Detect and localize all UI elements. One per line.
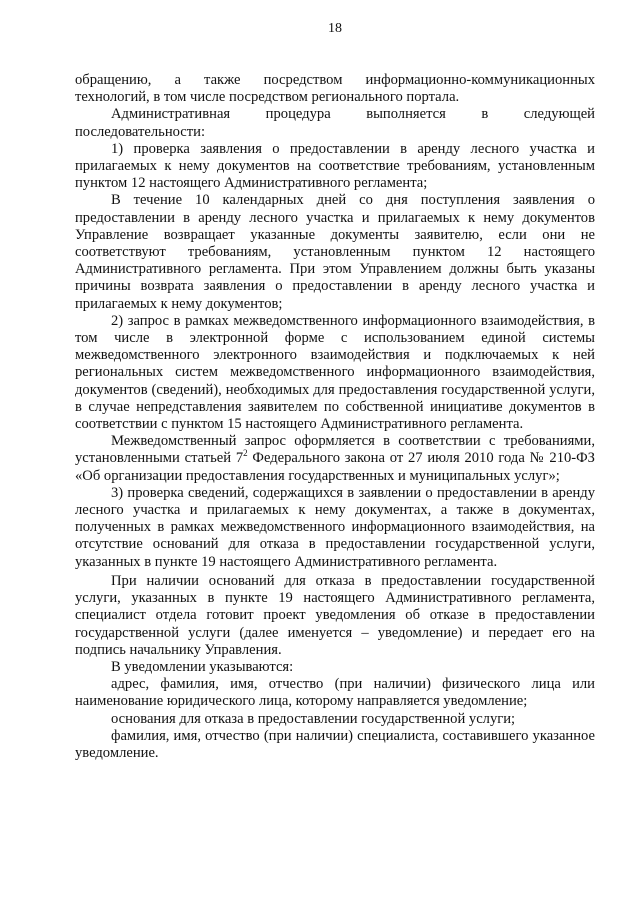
paragraph-9: адрес, фамилия, имя, отчество (при наличии) физического лица или наименование юридического лица, которому направляется уведомление; <box>75 676 595 710</box>
paragraph-10: основания для отказа в предоставлении государственной услуги; <box>111 710 516 727</box>
page-number: 18 <box>328 21 342 36</box>
paragraph-2: Административная процедура выполняется в следующей последовательности: <box>75 106 595 140</box>
paragraph-11: фамилия, имя, отчество (при наличии) специалиста, составившего указанное уведомление. <box>75 727 595 761</box>
paragraph-4: В течение 10 календарных дней со дня поступления заявления о предоставлении в аренду лесного участка и прилагаемых к нему документов Управление возвращает указанные документы заявителю, если они не соответствуют требованиям, установленным пунктом 12 настоящего Административного регламента. При этом Управлением должны быть указаны причины возврата заявления о предоставлении в аренду лесного участка и прилагаемых к нему документов; <box>75 192 595 312</box>
article-text-before: Межведомственный запрос оформляется в соответствии с требованиями, установленными статьей 7 <box>75 433 595 467</box>
paragraph-7: При наличии оснований для отказа в предоставлении государственной услуги, указанных в пункте 19 настоящего Административного регламента, специалист отдела готовит проект уведомления об отказе в предоставлении государственной услуги (далее именуется – уведомление) и передает его на подпись начальнику Управления. <box>75 572 595 658</box>
article-superscript: 2 <box>243 448 248 459</box>
article-text-after: Федерального закона от 27 июля 2010 года № 210-ФЗ «Об организации предоставления государственных и муниципальных услуг»; <box>75 450 595 484</box>
paragraph-3: 1) проверка заявления о предоставлении в аренду лесного участка и прилагаемых к нему документов на соответствие требованиям, установленным пунктом 12 настоящего Административного регламента; <box>75 140 595 192</box>
paragraph-8: В уведомлении указываются: <box>111 658 294 675</box>
document-page <box>75 20 595 762</box>
paragraph-5: 2) запрос в рамках межведомственного информационного взаимодействия, в том числе в электронной форме с использованием единой системы межведомственного электронного взаимодействия и подключаемых к ней региональных систем межведомственного информационного взаимодействия, документов (сведений), необходимых для предоставления государственной услуги, в случае непредставления заявителем по собственной инициативе документов в соответствии с пунктом 15 настоящего Административного регламента. <box>75 312 595 433</box>
paragraph-6: 3) проверка сведений, содержащихся в заявлении о предоставлении в аренду лесного участка и прилагаемых к нему документах, а также в документах, полученных в рамках межведомственного информационного взаимодействия, на отсутствие оснований для отказа в предоставлении государственной услуги, указанных в пункте 19 настоящего Административного регламента. <box>75 484 595 570</box>
paragraph-1: обращению, а также посредством информационно-коммуникационных технологий, в том числе посредством регионального портала. <box>75 72 595 106</box>
paragraph-article-reference <box>75 433 595 485</box>
